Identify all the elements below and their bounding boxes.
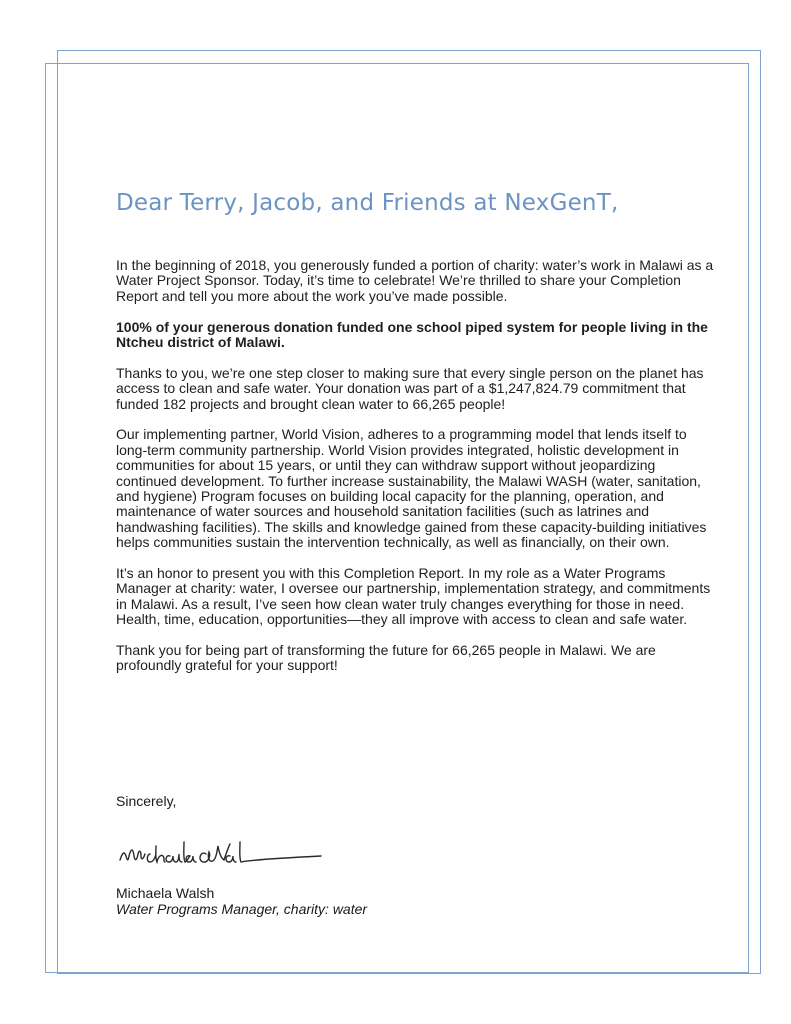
signer-name: Michaela Walsh (116, 885, 215, 901)
handwritten-signature (116, 830, 331, 872)
paragraph-donation-highlight: 100% of your generous donation funded one school piped system for people living in the Ntcheu district of Malawi. (116, 318, 708, 351)
letter-closing: Sincerely, (116, 793, 177, 809)
signature-block (116, 886, 367, 917)
paragraph-thanks: Thank you for being part of transforming the future for 66,265 people in Malawi. We are profoundly grateful for your support! (116, 642, 656, 674)
letter-body (116, 258, 716, 689)
paragraph-impact: Thanks to you, we’re one step closer to making sure that every single person on the planet has access to clean and safe water. Your donation was part of a $1,247,824.79 commitment that funded 182 projects and brought clean water to 66,265 people! (116, 364, 704, 412)
paragraph-intro: In the beginning of 2018, you generously funded a portion of charity: water’s work in Malawi as a Water Project Sponsor. Today, it’s time to celebrate! We’re thrilled to share your Completion Report and tell you more about the work you’ve made possible. (116, 257, 714, 304)
paragraph-honor: It’s an honor to present you with this Completion Report. In my role as a Water Programs Manager at charity: water, I oversee our partnership, implementation strategy, and commitments in Malawi. As a result, I’ve seen how clean water truly changes everything for those in need. Health, time, education, opportunities—they all improve with access to clean and safe water. (116, 565, 711, 628)
letter-salutation: Dear Terry, Jacob, and Friends at NexGenT, (116, 190, 619, 216)
signer-title: Water Programs Manager, charity: water (116, 900, 368, 917)
paragraph-partner: Our implementing partner, World Vision, adheres to a programming model that lends itself to long-term community partnership. World Vision provides integrated, holistic development in communities for about 15 years, or until they can withdraw support without jeopardizing continued development. To further increase sustainability, the Malawi WASH (water, sanitation, and hygiene) Program focuses on building local capacity for the planning, operation, and maintenance of water sources and household sanitation facilities (such as latrines and handwashing facilities). The skills and knowledge gained from these capacity-building initiatives helps communities sustain the intervention technically, as well as financially, on their own. (116, 426, 707, 551)
